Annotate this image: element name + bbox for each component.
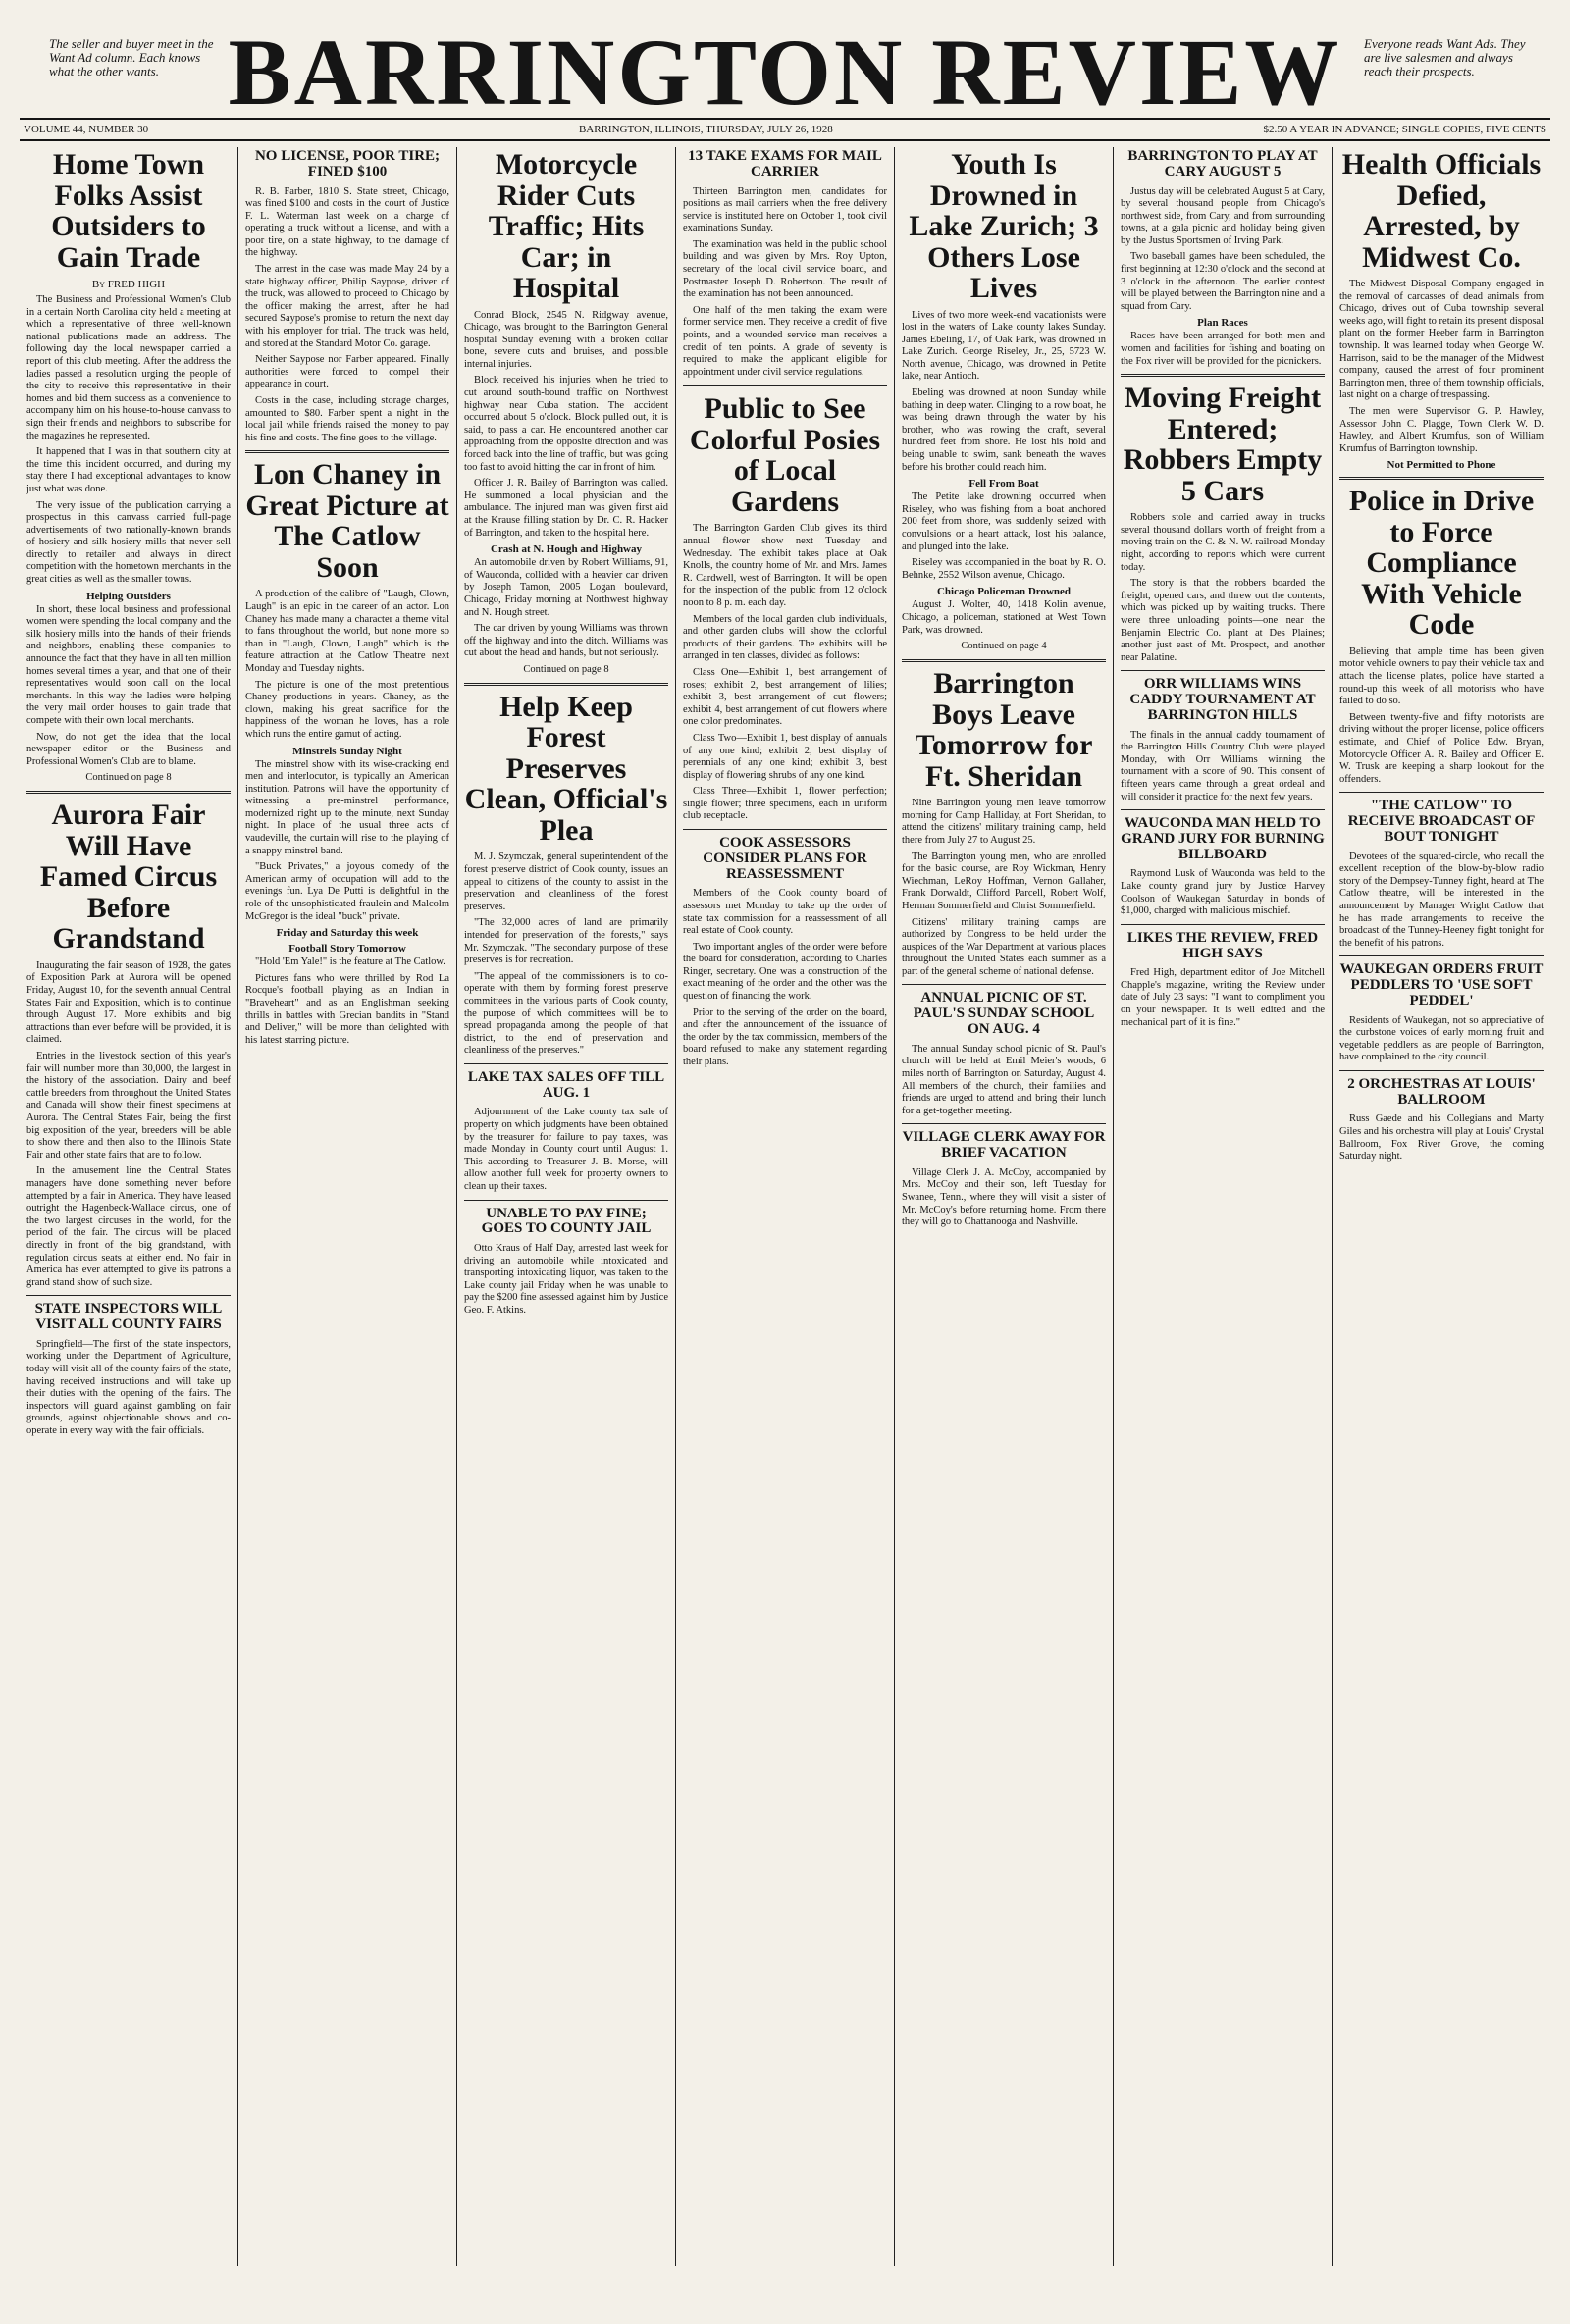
article <box>464 1063 668 1194</box>
paragraph: Nine Barrington young men leave tomorrow morning for Camp Halliday, at Fort Sheridan, to attend the citizens' military training camp, held there from July 27 to August 25. <box>902 798 1106 846</box>
headline: "THE CATLOW" TO RECEIVE BROADCAST OF BOUT TONIGHT <box>1347 798 1536 845</box>
paragraph: Races have been arranged for both men and women and facilities for fishing and boating on the Fox river will be provided for the picnickers. <box>1121 331 1325 367</box>
divider <box>902 659 1106 662</box>
headline: COOK ASSESSORS CONSIDER PLANS FOR REASSESSMENT <box>703 835 867 882</box>
article <box>464 149 668 675</box>
subheading: Football Story Tomorrow <box>288 943 406 955</box>
paragraph: "Buck Privates," a joyous comedy of the American army of occupation will add to the evenings fun. Lya De Putti is delightful in the role of the unsophisticated fraulein and Malcolm McGregor is the ideal "buck" private. <box>245 861 449 922</box>
paragraph: The men were Supervisor G. P. Hawley, Assessor John C. Plagge, Town Clerk W. D. Hawley, and Albert Krumfus, son of William Krumfus of Barrington township. <box>1339 405 1544 454</box>
article <box>464 683 668 1058</box>
paragraph: Class One—Exhibit 1, best arrangement of roses; exhibit 2, best arrangement of lilies; exhibit 3, best arrangement of cut flowers; exhibit 4, best arrangement of cut flowers where one color predominates. <box>683 666 887 728</box>
paragraph: Prior to the serving of the order on the board, and after the announcement of the issuance of the order by the tax commission, members of the board refused to make any statement regarding their plans. <box>683 1007 887 1068</box>
paragraph: Ebeling was drowned at noon Sunday while bathing in deep water. Clinging to a row boat, he was being drawn through the water by his brother, who was rowing the craft, several hundred feet from shore. He lost his hold and being unable to swim, sank beneath the waves before his brother could reach him. <box>902 387 1106 473</box>
headline: Motorcycle Rider Cuts Traffic; Hits Car; in Hospital <box>488 148 645 304</box>
subheading: Minstrels Sunday Night <box>292 745 402 757</box>
paragraph: Riseley was accompanied in the boat by R. O. Behnke, 2552 Wilson avenue, Chicago. <box>902 557 1106 581</box>
paragraph: Adjournment of the Lake county tax sale of property on which judgments have been obtained by the treasurer for failure to pay taxes, was made Monday in County court until August 1. This according to Treasurer J. B. Morse, will allow another full week for property owners to clean up their taxes. <box>464 1107 668 1192</box>
paragraph: Springfield—The first of the state inspectors, working under the Department of Agriculture, today will visit all of the county fairs of the state, having received instructions and will take up their duties with the opening of the fairs. The inspectors will guard against gambling on fair grounds, against objectionable shows and co-operate in every way with the fair officials. <box>26 1338 231 1436</box>
paragraph: Class Two—Exhibit 1, best display of annuals of any one kind; exhibit 2, best display of perennials of any one kind; exhibit 3, best display of flowering shrubs of any one kind. <box>683 732 887 781</box>
paragraph: Believing that ample time has been given motor vehicle owners to pay their vehicle tax and attach the license plates, police have started a round-up this week of all motorists who have failed to do so. <box>1339 646 1544 707</box>
headline: VILLAGE CLERK AWAY FOR BRIEF VACATION <box>902 1129 1106 1162</box>
divider <box>1339 1070 1544 1071</box>
article <box>902 1123 1106 1228</box>
divider <box>464 1200 668 1201</box>
paragraph: "The 32,000 acres of land are primarily intended for preservation of the forests," says Mr. Szymczak. "The secondary purpose of these preserves is for recreation. <box>464 917 668 966</box>
paragraph: Thirteen Barrington men, candidates for positions as mail carriers when the free delivery service is instituted here on October 1, took civil examinations Sunday. <box>683 185 887 234</box>
continued-note: Continued on page 4 <box>961 641 1047 652</box>
masthead <box>20 20 1550 125</box>
divider <box>245 450 449 453</box>
divider <box>683 385 887 387</box>
paragraph: R. B. Farber, 1810 S. State street, Chicago, was fined $100 and costs in the court of Justice F. L. Waterman last week on a charge of operating a truck without a license, and with a poor tire, on a state highway, to the damage of the highway. <box>245 185 449 259</box>
paragraph: The arrest in the case was made May 24 by a state highway officer, Philip Saypose, driver of the truck, was allowed to proceed to Chicago by the officer making the arrest, after he had secured Saypose's promise to return the next day with his employer for trial. The truck was held, and stored at the Standard Motor Co. garage. <box>245 264 449 349</box>
paragraph: Two important angles of the order were before the board for consideration, according to Charles Ringer, secretary. One was a construction of the exact meaning of the order and the other was the question of financing the work. <box>683 941 887 1003</box>
divider <box>1121 374 1325 377</box>
headline: Home Town Folks Assist Outsiders to Gain Trade <box>51 148 206 274</box>
paragraph: One half of the men taking the exam were former service men. They receive a credit of five points, and a wounded service man receives a credit of ten points. A grade of seventy is required to make the applicant eligible for appointment under civil service regulations. <box>683 304 887 378</box>
column-6 <box>1113 147 1332 2266</box>
subscription-price: $2.50 A YEAR IN ADVANCE; SINGLE COPIES, FIVE CENTS <box>1263 124 1546 135</box>
article <box>26 1295 231 1437</box>
paragraph: "The appeal of the commissioners is to co-operate with them by forming forest preserve committees in the various parts of Cook county, the purpose of which committees will be to spread propaganda among the people of that district, to the end of preservation and cleanliness of the preserves." <box>464 970 668 1057</box>
paragraph: Conrad Block, 2545 N. Ridgway avenue, Chicago, was brought to the Barrington General hospital Sunday evening with a broken collar bone, severe cuts and bruises, and possible internal injuries. <box>464 309 668 370</box>
divider <box>1339 955 1544 956</box>
paragraph: Raymond Lusk of Wauconda was held to the Lake county grand jury by Justice Harvey Coolson of Waukegan Saturday in bonds of $1,000, charged with malicious mischief. <box>1121 868 1325 917</box>
ear-right: Everyone reads Want Ads. They are live salesmen and always reach their prospects. <box>1364 36 1526 78</box>
article <box>902 149 1106 651</box>
divider <box>1121 924 1325 925</box>
paragraph: In short, these local business and professional women were spending the local company and the silk hosiery mills into the hands of their friends and neighbors, enabling these companies to announce the fact that they have in all ten million homes several times a year, and that one of their representatives would soon call on the local merchants. In this way the ladies were helping the very mail order houses to gain trade that compete with their own local merchants. <box>26 603 231 726</box>
paragraph: It happened that I was in that southern city at the time this incident occurred, and during my stay there I had exceptional advantages to know just what was done. <box>26 446 231 494</box>
divider <box>1339 792 1544 793</box>
headline: BARRINGTON TO PLAY AT CARY AUGUST 5 <box>1127 148 1318 180</box>
headline: Police in Drive to Force Compliance With Vehicle Code <box>1348 485 1535 642</box>
headline: UNABLE TO PAY FINE; GOES TO COUNTY JAIL <box>481 1205 652 1237</box>
article <box>245 149 449 444</box>
paragraph: Robbers stole and carried away in trucks several thousand dollars worth of freight from a moving train on the C. & N. W. railroad Monday night, according to reports which were current today. <box>1121 512 1325 573</box>
paragraph: Between twenty-five and fifty motorists are driving without the proper license, police officers estimate, and Chief of Police Edw. Bryan, Motorcycle Officer A. R. Bailey and Officer E. W. Trusk are keeping a sharp lookout for the offenders. <box>1339 711 1544 785</box>
article <box>902 984 1106 1117</box>
paragraph: An automobile driven by Robert Williams, 91, of Wauconda, collided with a heavier car driven by Joseph Tamon, 2005 Logan boulevard, Chicago, Friday morning at Northwest highway and N. Hough street. <box>464 557 668 618</box>
paragraph: Class Three—Exhibit 1, flower perfection; single flower; three specimens, each in uniform club receptacle. <box>683 786 887 822</box>
paragraph: Two baseball games have been scheduled, the first beginning at 12:30 o'clock and the second at 3 o'clock in the afternoon. The earlier contest will be played between the Barrington nine and a squad from Cary. <box>1121 251 1325 312</box>
headline: WAUKEGAN ORDERS FRUIT PEDDLERS TO 'USE SOFT PEDDEL' <box>1339 961 1544 1008</box>
newspaper-page <box>20 20 1550 2286</box>
headline: LIKES THE REVIEW, FRED HIGH SAYS <box>1126 929 1319 961</box>
paragraph: Inaugurating the fair season of 1928, the gates of Exposition Park at Aurora will be opened Friday, August 10, for the seventh annual Central States Fair and Exposition, which is to continue through August 17. More exhibits and big attractions than ever before will be provided, it is claimed. <box>26 959 231 1046</box>
paragraph: Justus day will be celebrated August 5 at Cary, by several thousand people from Chicago's northwest side, from Cary, and from surrounding towns, at a gala picnic and holiday being given by the Justus Sportsmen of Irving Park. <box>1121 185 1325 246</box>
divider <box>26 1295 231 1296</box>
divider <box>26 791 231 794</box>
article <box>26 791 231 1289</box>
paragraph: Members of the local garden club individuals, and other garden clubs will show the colorful products of their gardens. The exhibits will be arranged in ten classes, divided as follows: <box>683 613 887 662</box>
volume-number: VOLUME 44, NUMBER 30 <box>24 124 149 135</box>
paragraph: Officer J. R. Bailey of Barrington was called. He summoned a local physician and the ambulance. The injured man was given first aid at the Krause filling station by Dr. C. R. Hacker of Barrington, and taken to the hospital here. <box>464 478 668 539</box>
byline: By FRED HIGH <box>91 279 166 290</box>
paragraph: The very issue of the publication carrying a prospectus in this canvass carried full-page advertisements of two nationally-known brands of hosiery and silk hosiery mills that never sell directly to retailer and always in direct competition with the hometown merchants in the great cities as well as the smaller towns. <box>26 499 231 586</box>
article <box>1339 149 1544 471</box>
headline: Aurora Fair Will Have Famed Circus Before Grandstand <box>39 799 218 955</box>
newspaper-title: BARRINGTON REVIEW <box>228 20 1342 125</box>
continued-note: Continued on page 8 <box>85 772 172 784</box>
subheading: Not Permitted to Phone <box>1387 459 1496 472</box>
article <box>902 659 1106 978</box>
headline: 13 TAKE EXAMS FOR MAIL CARRIER <box>688 148 882 180</box>
column-7 <box>1332 147 1550 2266</box>
paragraph: Costs in the case, including storage charges, amounted to $80. Farber spent a night in the local jail while friends raised the money to pay his fine and costs. The fine goes to the village. <box>245 395 449 443</box>
article <box>1121 670 1325 803</box>
divider <box>1121 670 1325 671</box>
paragraph: The annual Sunday school picnic of St. Paul's church will be held at Emil Meier's woods, 6 miles north of Barrington on Saturday, August 4. All members of the church, their families and friends are urged to attend and bring their lunch for a get-together meeting. <box>902 1043 1106 1116</box>
headline: Youth Is Drowned in Lake Zurich; 3 Others Lose Lives <box>909 148 1099 304</box>
paragraph: Devotees of the squared-circle, who recall the excellent reception of the blow-by-blow radio story of the Dempsey-Tunney fight, heard at The Catlow theatre, will be interested in the announcement by Manager Wright Catlow that he has made arrangements to receive the broadcast of the Tunney-Heeney fight tonight for the benefit of his patrons. <box>1339 851 1544 949</box>
article <box>464 1200 668 1317</box>
paragraph: The picture is one of the most pretentious Chaney productions in years. Chaney, as the clown, making his great sacrifice for the happiness of the woman he loves, has a role which runs the entire gamut of acting. <box>245 679 449 740</box>
dateline: BARRINGTON, ILLINOIS, THURSDAY, JULY 26, 1928 <box>578 124 833 135</box>
continued-note: Continued on page 8 <box>523 663 609 675</box>
paragraph: Russ Gaede and his Collegians and Marty Giles and his orchestra will play at Louis' Crystal Ballroom, Fox River Grove, the coming Saturday night. <box>1339 1113 1544 1162</box>
paragraph: Pictures fans who were thrilled by Rod La Rocque's football playing as an Indian in "Braveheart" and as an Englishman seeking thrills in battles with Grecian bandits in "Stand and Deliver," will be more than delighted with his latest starring picture. <box>245 972 449 1046</box>
divider <box>1121 809 1325 810</box>
divider <box>902 984 1106 985</box>
subheading: Fell From Boat <box>968 478 1039 491</box>
article <box>1339 955 1544 1064</box>
article <box>1339 1070 1544 1163</box>
headline: 2 ORCHESTRAS AT LOUIS' BALLROOM <box>1347 1075 1536 1108</box>
paragraph: Block received his injuries when he tried to cut around south-bound traffic on Northwest highway near Cuba station. The accident occurred about 5 o'clock. Block pulled out, it is said, to pass a car. He encountered another car approaching from the opposite direction and was forced back into the line of traffic, but was going too fast to avoid hitting the car in front of him. <box>464 375 668 473</box>
paragraph: A production of the calibre of "Laugh, Clown, Laugh" is an epic in the career of an actor. Lon Chaney has made many a character a theme vital to fans throughout the world, but none more so than in "Laugh, Clown, Laugh" which is the feature attraction at the Catlow Theatre next Monday and Tuesday nights. <box>245 589 449 674</box>
article <box>1121 924 1325 1029</box>
paragraph: In the amusement line the Central States managers have done something never before attempted by a fair in America. They have leased outright the Hagenbeck-Wallace circus, one of the two largest circuses in the world, for the period of the fair. The circus will be placed directly in front of the big grandstand, with regulation circus seats at either end. No fair in America has ever attempted to give its patrons a grand stand show of such size. <box>26 1165 231 1288</box>
headline: ANNUAL PICNIC OF ST. PAUL'S SUNDAY SCHOOL ON AUG. 4 <box>913 990 1095 1037</box>
headline: ORR WILLIAMS WINS CADDY TOURNAMENT AT BARRINGTON HILLS <box>1129 676 1316 723</box>
paragraph: Entries in the livestock section of this year's fair will number more than 30,000, the largest in the history of the association. Dairy and beef cattle breeders from throughout the United States and Canada will show their finest specimens at Aurora. The Central States Fair, being the first big exposition of the year, breeders will be able to show there and then also to the Illinois State Fair and other state fairs that are to follow. <box>26 1051 231 1161</box>
headline: LAKE TAX SALES OFF TILL AUG. 1 <box>467 1068 665 1101</box>
ear-left: The seller and buyer meet in the Want Ad column. Each knows what the other wants. <box>49 36 214 78</box>
headline: Health Officials Defied, Arrested, by Midwest Co. <box>1341 148 1542 274</box>
paragraph: August J. Wolter, 40, 1418 Kolin avenue, Chicago, a policeman, stationed at West Town Park, was drowned. <box>902 599 1106 636</box>
article <box>1339 792 1544 950</box>
article-columns <box>20 147 1550 2266</box>
article <box>683 149 887 379</box>
column-1 <box>20 147 237 2266</box>
headline: Barrington Boys Leave Tomorrow for Ft. Sheridan <box>915 667 1093 793</box>
column-4 <box>675 147 894 2266</box>
divider <box>683 829 887 830</box>
article <box>1121 374 1325 664</box>
subheading: Helping Outsiders <box>86 590 171 602</box>
paragraph: "Hold 'Em Yale!" is the feature at The Catlow. <box>255 956 445 968</box>
paragraph: Neither Saypose nor Farber appeared. Finally authorities were forced to compel their appearance in court. <box>245 354 449 390</box>
headline: STATE INSPECTORS WILL VISIT ALL COUNTY FAIRS <box>34 1301 223 1333</box>
article <box>1339 477 1544 786</box>
paragraph: Otto Kraus of Half Day, arrested last week for driving an automobile while intoxicated and transporting intoxicating liquor, was taken to the Lake county jail Friday when he was unable to pay the $200 fine assessed against him by Justice Geo. F. Atkins. <box>464 1243 668 1317</box>
headline: NO LICENSE, POOR TIRE; FINED $100 <box>254 148 441 180</box>
paragraph: Fred High, department editor of Joe Mitchell Chapple's magazine, writing the Review under date of July 23 says: "I want to compliment you on your newspaper. It is well edited and the mechanical part of it is fine." <box>1121 967 1325 1028</box>
paragraph: The Barrington young men, who are enrolled for the basic course, are Roy Wickman, Henry Wiechman, LeRoy Hoffman, Vernon Gallaher, Frank Dorwaldt, Clifford Parcell, Robert Wolf, Herman Sommerfield and Christ Sommerfield. <box>902 851 1106 911</box>
article <box>683 829 887 1069</box>
article <box>1121 149 1325 368</box>
column-2 <box>237 147 456 2266</box>
paragraph: The Business and Professional Women's Club in a certain North Carolina city held a meeting at which a representative of three well-known national publications made an address. The following day the local newspaper carried a report of this club meeting. After the address the ladies passed a resolution urging the people of the city to receive this representative in their homes and bid them success as a convenience to accompany him on his house-to-house canvass to sign their friends and neighbors to subscribe for the magazines he represented. <box>26 294 231 441</box>
divider <box>464 1063 668 1064</box>
subheading: Crash at N. Hough and Highway <box>490 543 643 556</box>
paragraph: Members of the Cook county board of assessors met Monday to take up the order of state tax commission for a reassessment of all real estate of Cook county. <box>683 888 887 937</box>
headline: Help Keep Forest Preserves Clean, Official's Plea <box>464 690 668 847</box>
subheading: Plan Races <box>1197 317 1248 330</box>
paragraph: Citizens' military training camps are authorized by Congress to be held under the auspices of the War Department at various places throughout the United States each summer as a part of the general scheme of national defense. <box>902 916 1106 977</box>
article <box>1121 809 1325 918</box>
article <box>26 149 231 783</box>
paragraph: Village Clerk J. A. McCoy, accompanied by Mrs. McCoy and their son, left Tuesday for Swanee, Tenn., where they will visit a sister of Mr. McCoy's before returning home. From there they will go to Chattanooga and Nashville. <box>902 1166 1106 1228</box>
paragraph: The car driven by young Williams was thrown off the highway and into the ditch. Williams was cut about the head and hands, but not seriously. <box>464 623 668 659</box>
paragraph: The story is that the robbers boarded the freight, opened cars, and threw out the contents, which was picked up by waiting trucks. There were three unloading points—one near the Benjamin Electric Co. plant at Des Plaines; another just east of Mt. Prospect, and another near Palatine. <box>1121 578 1325 663</box>
paragraph: The Petite lake drowning occurred when Riseley, who was fishing from a boat anchored 200 feet from shore, was suddenly seized with convulsions or a heart attack, lost his balance, and plunged into the lake. <box>902 491 1106 552</box>
divider <box>1339 477 1544 480</box>
headline: Public to See Colorful Posies of Local Gardens <box>689 392 881 518</box>
paragraph: The Barrington Garden Club gives its third annual flower show next Tuesday and Wednesday. The exhibit takes place at Oak Knolls, the country home of Mr. and Mrs. James R. Cardwell, west of Barrington. It will be open for the inspection of the public from 12 o'clock noon to 8 p. m. each day. <box>683 523 887 608</box>
paragraph: The minstrel show with its wise-cracking end men and interlocutor, is typically an American institution. Patrons will have the opportunity of witnessing a pre-minstrel performance, modernized right up to the minute, next Sunday night. In place of the usual three acts of vaudeville, the curtain will rise to the playing of a snappy minstrel band. <box>245 758 449 856</box>
subheading: Friday and Saturday this week <box>276 927 419 940</box>
paragraph: Now, do not get the idea that the local newspaper editor or the Business and Professional Women's Club are to blame. <box>26 731 231 767</box>
divider <box>902 1123 1106 1124</box>
article <box>245 450 449 1047</box>
headline: Lon Chaney in Great Picture at The Catlow Soon <box>245 458 449 584</box>
paragraph: The Midwest Disposal Company engaged in the removal of carcasses of dead animals from Chicago, drives out of Cuba township several weeks ago, will fight to retain its present disposal plant on the former Heeber farm in Barrington township. It was learned today when George W. Harrison, said to be the manager of the Midwest company, caused the arrest of four prominent Barrington men, three of them township officials, last night on a charge of trespassing. <box>1339 279 1544 401</box>
column-3 <box>456 147 675 2266</box>
headline: Moving Freight Entered; Robbers Empty 5 Cars <box>1123 382 1323 507</box>
paragraph: The examination was held in the public school building and was given by Mrs. Roy Upton, secretary of the local civil service board, and Postmaster Joseph D. Robertson. The result of the examination has not been announced. <box>683 238 887 300</box>
column-5 <box>894 147 1113 2266</box>
headline: WAUCONDA MAN HELD TO GRAND JURY FOR BURNING BILLBOARD <box>1121 815 1325 862</box>
divider <box>464 683 668 686</box>
subheading: Chicago Policeman Drowned <box>936 586 1072 598</box>
paragraph: The finals in the annual caddy tournament of the Barrington Hills Country Club were played Monday, with Orr Williams winning the tournament with a score of 90. This consent of fifteen years came through a great ordeal and will consider it practice for the next few years. <box>1121 729 1325 802</box>
paragraph: Residents of Waukegan, not so appreciative of the curbstone voices of early morning fruit and vegetable peddlers as are people of Barrington, have complained to the city council. <box>1339 1014 1544 1063</box>
paragraph: M. J. Szymczak, general superintendent of the forest preserve district of Cook county, issues an appeal to citizens of the county to assist in the preservation and cleanliness of the forest preserves. <box>464 852 668 912</box>
paragraph: Lives of two more week-end vacationists were lost in the waters of Lake county lakes Sunday. James Ebeling, 17, of Oak Park, was drowned in Lake Zurich. George Riseley, Jr., 25, 5723 W. North avenue, Chicago, was drowned in Petite lake, near Antioch. <box>902 309 1106 383</box>
article <box>683 385 887 823</box>
